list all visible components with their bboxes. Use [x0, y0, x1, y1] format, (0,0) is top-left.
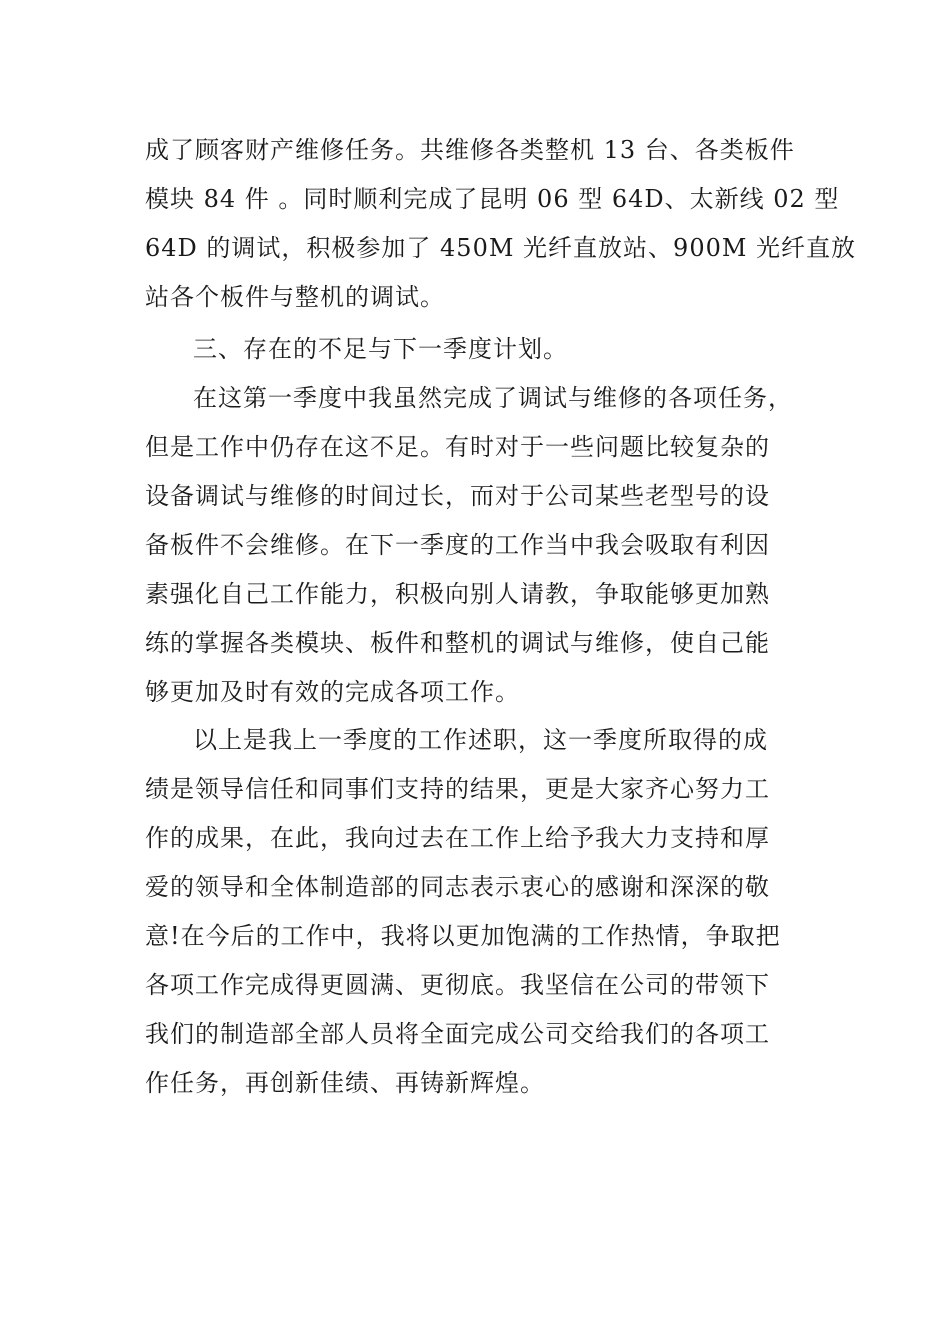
- text-line: 成了顾客财产维修任务。共维修各类整机 13 台、各类板件: [145, 136, 795, 164]
- text-line: 意!在今后的工作中，我将以更加饱满的工作热情，争取把: [145, 922, 781, 950]
- heading-text: 三、存在的不足与下一季度计划。: [193, 335, 568, 363]
- text-line: 站各个板件与整机的调试。: [145, 283, 445, 311]
- text-line: 64D 的调试，积极参加了 450M 光纤直放站、900M 光纤直放: [145, 234, 857, 262]
- text-line: 设备调试与维修的时间过长，而对于公司某些老型号的设: [145, 482, 770, 510]
- text-line: 以上是我上一季度的工作述职，这一季度所取得的成: [193, 726, 768, 754]
- text-line: 素强化自己工作能力，积极向别人请教，争取能够更加熟: [145, 580, 770, 608]
- section-heading: [145, 325, 810, 374]
- text-line: 够更加及时有效的完成各项工作。: [145, 678, 520, 706]
- paragraph-shortcomings: [145, 374, 810, 717]
- text-line: 各项工作完成得更圆满、更彻底。我坚信在公司的带领下: [145, 971, 770, 999]
- paragraph-maintenance-summary: [145, 126, 857, 322]
- text-line: 备板件不会维修。在下一季度的工作当中我会吸取有利因: [145, 531, 770, 559]
- text-line: 作的成果，在此，我向过去在工作上给予我大力支持和厚: [145, 824, 770, 852]
- paragraph-conclusion: [145, 716, 810, 1108]
- text-line: 作任务，再创新佳绩、再铸新辉煌。: [145, 1069, 545, 1097]
- text-line: 在这第一季度中我虽然完成了调试与维修的各项任务，: [193, 384, 793, 412]
- text-line: 但是工作中仍存在这不足。有时对于一些问题比较复杂的: [145, 433, 770, 461]
- text-line: 绩是领导信任和同事们支持的结果，更是大家齐心努力工: [145, 775, 770, 803]
- text-line: 我们的制造部全部人员将全面完成公司交给我们的各项工: [145, 1020, 770, 1048]
- text-line: 模块 84 件 。同时顺利完成了昆明 06 型 64D、太新线 02 型: [145, 185, 840, 213]
- text-line: 练的掌握各类模块、板件和整机的调试与维修，使自己能: [145, 629, 770, 657]
- text-line: 爱的领导和全体制造部的同志表示衷心的感谢和深深的敬: [145, 873, 770, 901]
